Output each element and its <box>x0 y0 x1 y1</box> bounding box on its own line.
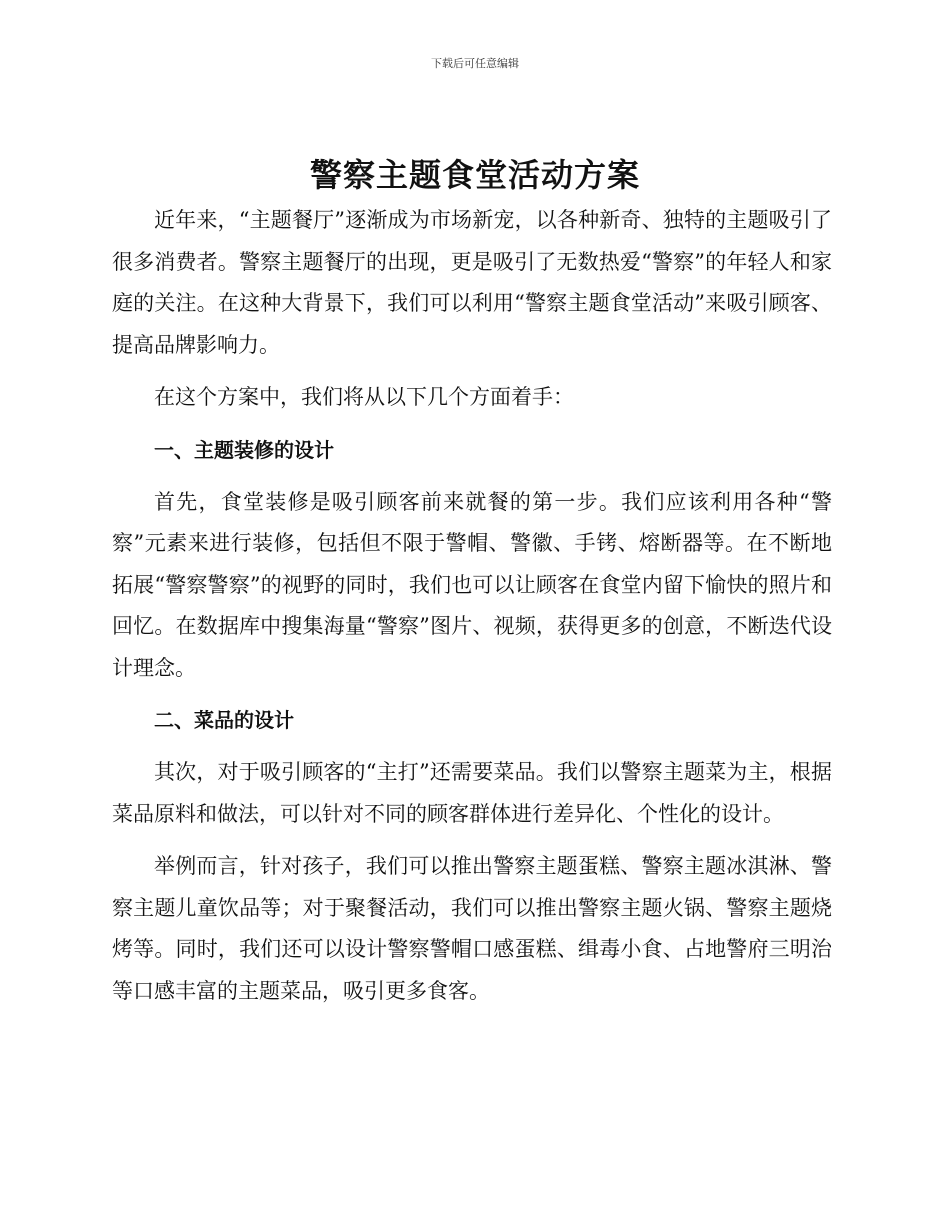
document-body <box>112 200 832 1023</box>
paragraph-examples: 举例而言，针对孩子，我们可以推出警察主题蛋糕、警察主题冰淇淋、警察主题儿童饮品等；对于聚餐活动，我们可以推出警察主题火锅、警察主题烧烤等。同时，我们还可以设计警察警帽口感蛋糕、缉毒小食、占地警府三明治等口感丰富的主题菜品，吸引更多食客。 <box>112 854 832 1003</box>
section-heading-dishes: 二、菜品的设计 <box>154 708 294 732</box>
document-title: 警察主题食堂活动方案 <box>309 156 640 194</box>
page-header-note: 下载后可任意编辑 <box>431 57 519 70</box>
paragraph-dishes: 其次，对于吸引顾客的“主打”还需要菜品。我们以警察主题菜为主，根据菜品原料和做法，可以针对不同的顾客群体进行差异化、个性化的设计。 <box>112 760 832 826</box>
paragraph-decoration: 首先，食堂装修是吸引顾客前来就餐的第一步。我们应该利用各种“警察”元素来进行装修，包括但不限于警帽、警徽、手铐、熔断器等。在不断地拓展“警察警察”的视野的同时，我们也可以让顾客在食堂内留下愉快的照片和回忆。在数据库中搜集海量“警察”图片、视频，获得更多的创意，不断迭代设计理念。 <box>112 489 832 680</box>
section-heading-decoration: 一、主题装修的设计 <box>154 437 334 462</box>
paragraph-outline: 在这个方案中，我们将从以下几个方面着手： <box>154 385 574 409</box>
paragraph-intro: 近年来，“主题餐厅”逐渐成为市场新宠，以各种新奇、独特的主题吸引了很多消费者。警察主题餐厅的出现，更是吸引了无数热爱“警察”的年轻人和家庭的关注。在这种大背景下，我们可以利用“警察主题食堂活动”来吸引顾客、提高品牌影响力。 <box>112 208 832 357</box>
